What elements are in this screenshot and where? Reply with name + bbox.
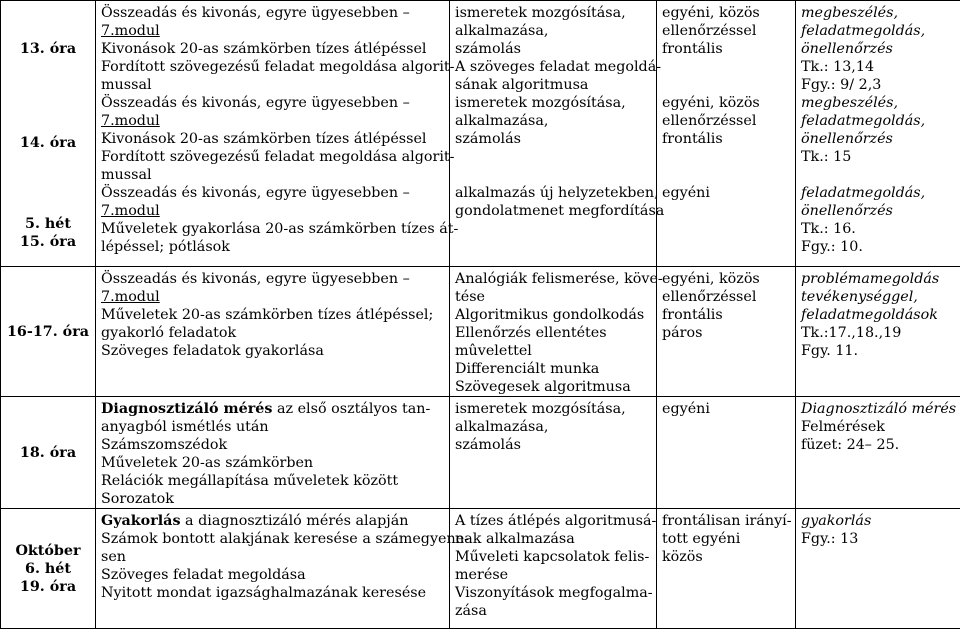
workform-line: ellenőrzéssel	[662, 112, 791, 130]
hour-label: 18. óra	[3, 444, 93, 462]
topic-title: Összeadás és kivonás, egyre ügyesebben –	[101, 4, 445, 22]
topic-line: gyakorló feladatok	[101, 324, 445, 342]
workbook-ref: Fgy.: 9/ 2,3	[801, 76, 956, 94]
topic-line: Fordított szövegezésű feladat megoldása algorit-	[101, 148, 445, 166]
hour-label: 14. óra	[3, 134, 93, 152]
workform-line: páros	[662, 324, 791, 342]
skills-line: zása	[455, 602, 652, 620]
workform-cell	[657, 397, 796, 509]
table-row	[1, 509, 960, 629]
evaluation-line: önellenőrzés	[801, 130, 956, 148]
workbook-ref: Fgy.: 10.	[801, 238, 956, 256]
topic-first: a diagnosztizáló mérés alapján	[181, 513, 409, 529]
workform-cell	[657, 509, 796, 629]
skills-cell	[450, 1, 657, 267]
table-row	[1, 267, 960, 397]
topic-line: Szöveges feladat megoldása	[101, 566, 445, 584]
topic-first: az első osztályos tan-	[272, 401, 430, 417]
evaluation-line: önellenőrzés	[801, 202, 956, 220]
evaluation-line: feladatmegoldások	[801, 306, 956, 324]
workform-line: egyéni, közös	[662, 4, 791, 22]
topic-line: sen	[101, 548, 445, 566]
skills-line: Szövegesek algoritmusa	[455, 378, 652, 396]
module-label: 7.modul	[101, 288, 445, 306]
topic-line: Fordított szövegezésű feladat megoldása algorit-	[101, 58, 445, 76]
topic-lead: Gyakorlás	[101, 513, 181, 529]
hour-cell	[1, 509, 96, 629]
skills-line: Viszonyítások megfogalma-	[455, 584, 652, 602]
evaluation-line: Diagnosztizáló mérés	[801, 400, 956, 418]
skills-cell	[450, 397, 657, 509]
skills-line: Algoritmikus gondolkodás	[455, 306, 652, 324]
workbook-ref: füzet: 24– 25.	[801, 436, 956, 454]
skills-line: alkalmazása,	[455, 22, 652, 40]
skills-cell	[450, 267, 657, 397]
week-label: 6. hét	[3, 560, 93, 578]
topic-line: anyagból ismétlés után	[101, 418, 445, 436]
workform-cell	[657, 1, 796, 267]
skills-cell	[450, 509, 657, 629]
evaluation-line: feladatmegoldás,	[801, 184, 956, 202]
skills-line: A tízes átlépés algoritmusá-	[455, 512, 652, 530]
topic-cell	[96, 267, 450, 397]
skills-line: Differenciált munka	[455, 360, 652, 378]
evaluation-line: feladatmegoldás,	[801, 112, 956, 130]
skills-line: merése	[455, 566, 652, 584]
hour-label: 13. óra	[3, 40, 93, 58]
week-label: 5. hét	[3, 215, 93, 233]
workform-cell	[657, 267, 796, 397]
evaluation-line: megbeszélés,	[801, 4, 956, 22]
table-row	[1, 397, 960, 509]
module-label: 7.modul	[101, 112, 445, 130]
skills-line: sának algoritmusa	[455, 76, 652, 94]
workform-line: frontális	[662, 40, 791, 58]
evaluation-cell	[796, 1, 960, 267]
topic-line: Kivonások 20-as számkörben tízes átlépéssel	[101, 40, 445, 58]
workform-line: egyéni	[662, 400, 791, 418]
skills-line: ismeretek mozgósítása,	[455, 4, 652, 22]
skills-line: alkalmazása,	[455, 112, 652, 130]
hour-label: 16-17. óra	[3, 323, 93, 341]
topic-line	[101, 512, 445, 530]
evaluation-line: megbeszélés,	[801, 94, 956, 112]
module-label: 7.modul	[101, 22, 445, 40]
topic-line: Számok bontott alakjának keresése a számegyene-	[101, 530, 445, 548]
evaluation-cell	[796, 509, 960, 629]
workform-line: tott egyéni	[662, 530, 791, 548]
topic-cell	[96, 1, 450, 267]
workform-line: közös	[662, 548, 791, 566]
hour-cell	[1, 397, 96, 509]
workform-line: egyéni, közös	[662, 270, 791, 288]
hour-label: 19. óra	[3, 578, 93, 596]
skills-line: gondolatmenet megfordítása	[455, 202, 652, 220]
topic-title: Összeadás és kivonás, egyre ügyesebben –	[101, 270, 445, 288]
workform-line: egyéni, közös	[662, 94, 791, 112]
hour-label: 15. óra	[3, 233, 93, 251]
topic-line: Műveletek gyakorlása 20-as számkörben tízes át-	[101, 220, 445, 238]
skills-line: ismeretek mozgósítása,	[455, 400, 652, 418]
skills-line: mûvelettel	[455, 342, 652, 360]
workform-line: frontálisan irányí-	[662, 512, 791, 530]
topic-line: lépéssel; pótlások	[101, 238, 445, 256]
textbook-ref: Tk.:17.,18.,19	[801, 324, 956, 342]
topic-line: Számszomszédok	[101, 436, 445, 454]
workbook-ref: Fgy.: 13	[801, 530, 956, 548]
topic-title: Összeadás és kivonás, egyre ügyesebben –	[101, 184, 445, 202]
table-row	[1, 1, 960, 267]
topic-line: mussal	[101, 166, 445, 184]
textbook-ref: Tk.: 13,14	[801, 58, 956, 76]
evaluation-cell	[796, 267, 960, 397]
workform-line: frontális	[662, 306, 791, 324]
topic-cell	[96, 397, 450, 509]
topic-title: Összeadás és kivonás, egyre ügyesebben –	[101, 94, 445, 112]
skills-line: Analógiák felismerése, köve-	[455, 270, 652, 288]
skills-line: számolás	[455, 130, 652, 148]
skills-line: alkalmazása,	[455, 418, 652, 436]
module-label: 7.modul	[101, 202, 445, 220]
skills-line: alkalmazás új helyzetekben,	[455, 184, 652, 202]
workform-line: egyéni	[662, 184, 791, 202]
evaluation-line: önellenőrzés	[801, 40, 956, 58]
topic-line: Sorozatok	[101, 490, 445, 508]
skills-line: ismeretek mozgósítása,	[455, 94, 652, 112]
workform-line: frontális	[662, 130, 791, 148]
hour-cell	[1, 267, 96, 397]
workform-line: ellenőrzéssel	[662, 288, 791, 306]
topic-line: Műveletek 20-as számkörben	[101, 454, 445, 472]
evaluation-line: tevékenységgel,	[801, 288, 956, 306]
skills-line: tése	[455, 288, 652, 306]
topic-line: Szöveges feladatok gyakorlása	[101, 342, 445, 360]
workbook-ref: Fgy. 11.	[801, 342, 956, 360]
textbook-ref: Tk.: 15	[801, 148, 956, 166]
hour-cell	[1, 1, 96, 267]
topic-line: Kivonások 20-as számkörben tízes átlépéssel	[101, 130, 445, 148]
topic-line: mussal	[101, 76, 445, 94]
evaluation-line: problémamegoldás	[801, 270, 956, 288]
skills-line: nak alkalmazása	[455, 530, 652, 548]
topic-line: Nyitott mondat igazsághalmazának keresése	[101, 584, 445, 602]
workform-line: ellenőrzéssel	[662, 22, 791, 40]
skills-line: számolás	[455, 40, 652, 58]
evaluation-line: Felmérések	[801, 418, 956, 436]
topic-line: Műveletek 20-as számkörben tízes átlépéssel;	[101, 306, 445, 324]
textbook-ref: Tk.: 16.	[801, 220, 956, 238]
skills-line: Műveleti kapcsolatok felis-	[455, 548, 652, 566]
month-label: Október	[3, 542, 93, 560]
skills-line: A szöveges feladat megoldá-	[455, 58, 652, 76]
skills-line: számolás	[455, 436, 652, 454]
topic-lead: Diagnosztizáló mérés	[101, 401, 272, 417]
skills-line: Ellenőrzés ellentétes	[455, 324, 652, 342]
topic-line: Relációk megállapítása műveletek között	[101, 472, 445, 490]
topic-line	[101, 400, 445, 418]
topic-cell	[96, 509, 450, 629]
evaluation-line: gyakorlás	[801, 512, 956, 530]
evaluation-line: feladatmegoldás,	[801, 22, 956, 40]
evaluation-cell	[796, 397, 960, 509]
